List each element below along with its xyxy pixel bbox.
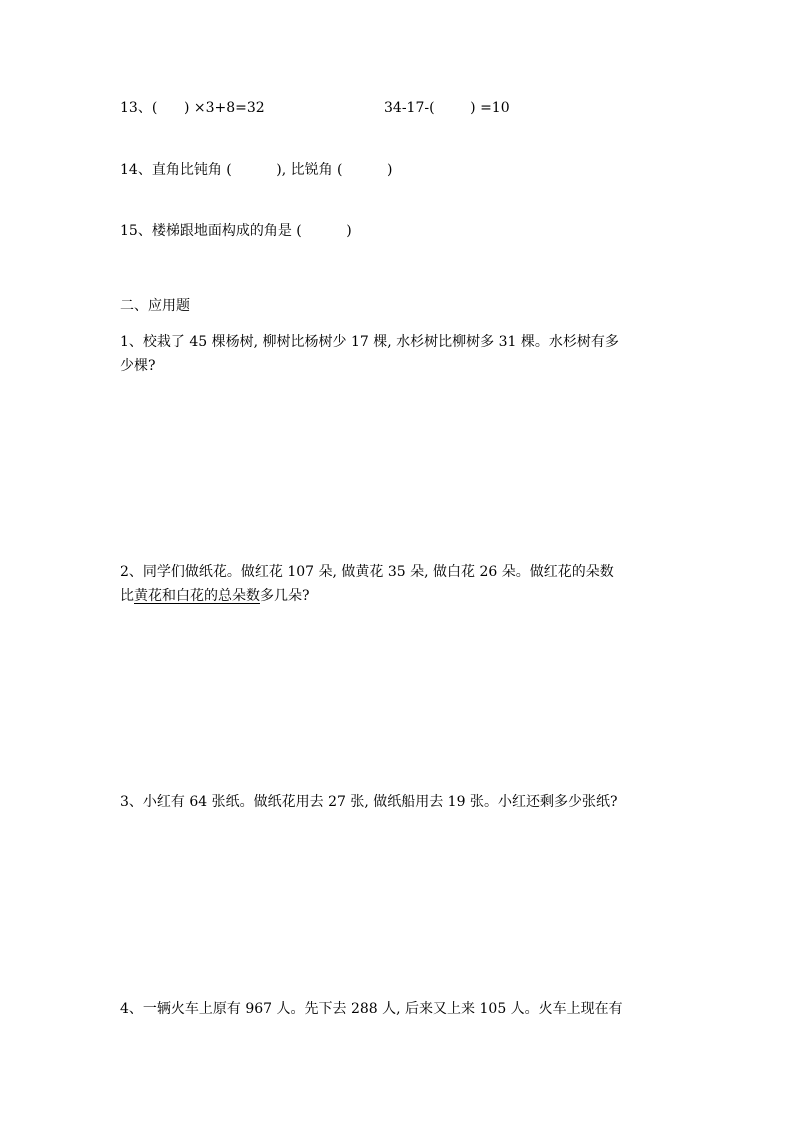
- problem-4-line-1: 4、一辆火车上原有 967 人。先下去 288 人, 后来又上来 105 人。火车上现在有: [120, 1001, 623, 1017]
- question-14: 14、直角比钝角 ( ), 比锐角 ( ): [120, 162, 393, 178]
- section-title: 二、应用题: [120, 298, 190, 314]
- question-15: 15、楼梯跟地面构成的角是 ( ): [120, 223, 352, 239]
- question-13-right: 34-17-( ) =10: [384, 100, 510, 116]
- problem-1-line-1: 1、校栽了 45 棵杨树, 柳树比杨树少 17 棵, 水杉树比柳树多 31 棵。水杉树有多: [120, 334, 619, 350]
- problem-1-line-2: 少棵?: [120, 358, 156, 374]
- problem-2-line-1: 2、同学们做纸花。做红花 107 朵, 做黄花 35 朵, 做白花 26 朵。做红花的朵数: [120, 564, 614, 580]
- problem-2-suffix: 多几朵?: [260, 588, 310, 604]
- question-13-left: 13、( ) ×3+8=32: [120, 100, 265, 116]
- problem-2-prefix: 比: [120, 588, 134, 604]
- problem-2-underlined-phrase: 黄花和白花的总朵数: [134, 588, 260, 604]
- problem-2-line-2: [120, 584, 310, 608]
- problem-3-line-1: 3、小红有 64 张纸。做纸花用去 27 张, 做纸船用去 19 张。小红还剩多少张纸?: [120, 794, 618, 810]
